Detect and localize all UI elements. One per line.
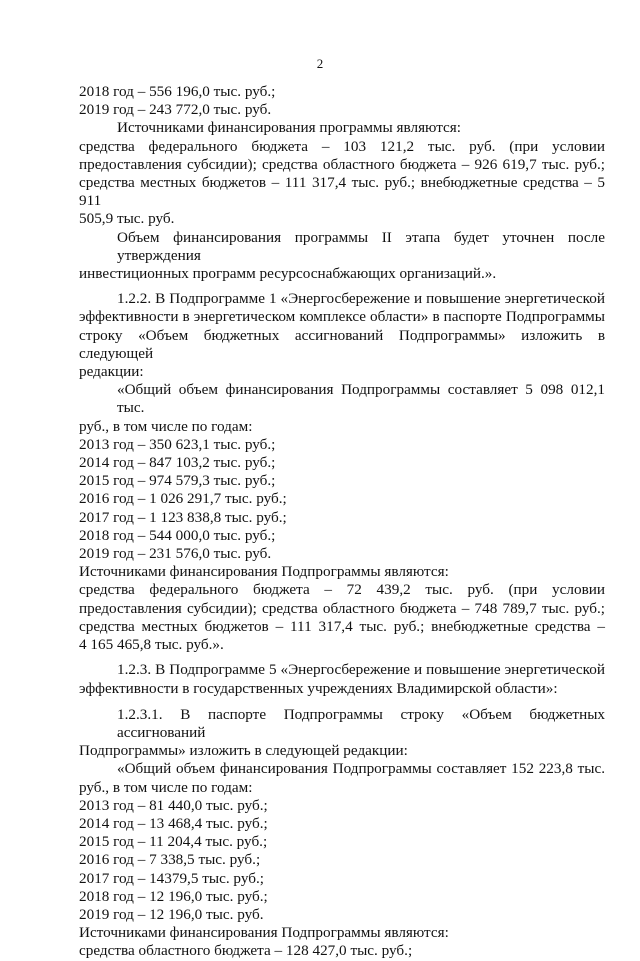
text-line: 2015 год – 974 579,3 тыс. руб.; [79,472,276,490]
text-line: предоставления субсидии); средства областного бюджета – 926 619,7 тыс. руб.; [79,155,605,173]
text-line: «Общий объем финансирования Подпрограммы составляет 5 098 012,1 тыс. [117,381,605,417]
text-line: руб., в том числе по годам: [79,417,253,435]
text-line: 1.2.2. В Подпрограмме 1 «Энергосбережение и повышение энергетической [117,290,605,308]
text-line: средства областного бюджета – 128 427,0 тыс. руб.; [79,942,413,960]
text-line: 2017 год – 1 123 838,8 тыс. руб.; [79,508,287,526]
text-line: Подпрограммы» изложить в следующей редакции: [79,742,408,760]
text-line: 2018 год – 12 196,0 тыс. руб.; [79,887,268,905]
text-line: эффективности в государственных учреждениях Владимирской области»: [79,679,558,697]
document-body [79,83,605,961]
text-line: 2018 год – 544 000,0 тыс. руб.; [79,526,276,544]
text-line: редакции: [79,363,144,381]
text-line: средства местных бюджетов – 111 317,4 тыс. руб.; внебюджетные средства – 5 911 [79,174,605,210]
text-line: Источниками финансирования программы являются: [117,119,461,137]
text-line: 2016 год – 1 026 291,7 тыс. руб.; [79,490,287,508]
text-line: руб., в том числе по годам: [79,778,253,796]
text-line: Объем финансирования программы II этапа будет уточнен после утверждения [117,228,605,264]
text-line: 2014 год – 13 468,4 тыс. руб.; [79,814,268,832]
text-line: Источниками финансирования Подпрограммы являются: [79,924,449,942]
text-line: 1.2.3.1. В паспорте Подпрограммы строку «Объем бюджетных ассигнований [117,705,605,741]
text-line: 2017 год – 14379,5 тыс. руб.; [79,869,264,887]
text-line: средства федерального бюджета – 72 439,2 тыс. руб. (при условии [79,581,605,599]
text-line: средства местных бюджетов – 111 317,4 тыс. руб.; внебюджетные средства – [79,617,605,635]
text-line: Источниками финансирования Подпрограммы являются: [79,563,449,581]
text-line: 2013 год – 81 440,0 тыс. руб.; [79,796,268,814]
text-line: 2013 год – 350 623,1 тыс. руб.; [79,435,276,453]
text-line: инвестиционных программ ресурсоснабжающих организаций.». [79,265,497,283]
text-line: средства федерального бюджета – 103 121,2 тыс. руб. (при условии [79,137,605,155]
text-line: 1.2.3. В Подпрограмме 5 «Энергосбережение и повышение энергетической [117,661,605,679]
text-line: 2018 год – 556 196,0 тыс. руб.; [79,83,276,100]
text-line: «Общий объем финансирования Подпрограммы составляет 152 223,8 тыс. [117,760,605,778]
page-number: 2 [316,56,324,71]
text-line: 2014 год – 847 103,2 тыс. руб.; [79,454,276,472]
text-line: 2016 год – 7 338,5 тыс. руб.; [79,851,261,869]
text-line: 2019 год – 231 576,0 тыс. руб. [79,545,272,563]
text-line: 4 165 465,8 тыс. руб.». [79,636,224,654]
text-line: 505,9 тыс. руб. [79,210,175,228]
text-line: 2015 год – 11 204,4 тыс. руб.; [79,833,268,851]
text-line: строку «Объем бюджетных ассигнований Подпрограммы» изложить в следующей [79,326,605,362]
text-line: эффективности в энергетическом комплексе области» в паспорте Подпрограммы [79,308,605,326]
text-line: 2019 год – 243 772,0 тыс. руб. [79,101,272,119]
text-line: 2019 год – 12 196,0 тыс. руб. [79,905,264,923]
text-line: предоставления субсидии); средства областного бюджета – 748 789,7 тыс. руб.; [79,599,605,617]
